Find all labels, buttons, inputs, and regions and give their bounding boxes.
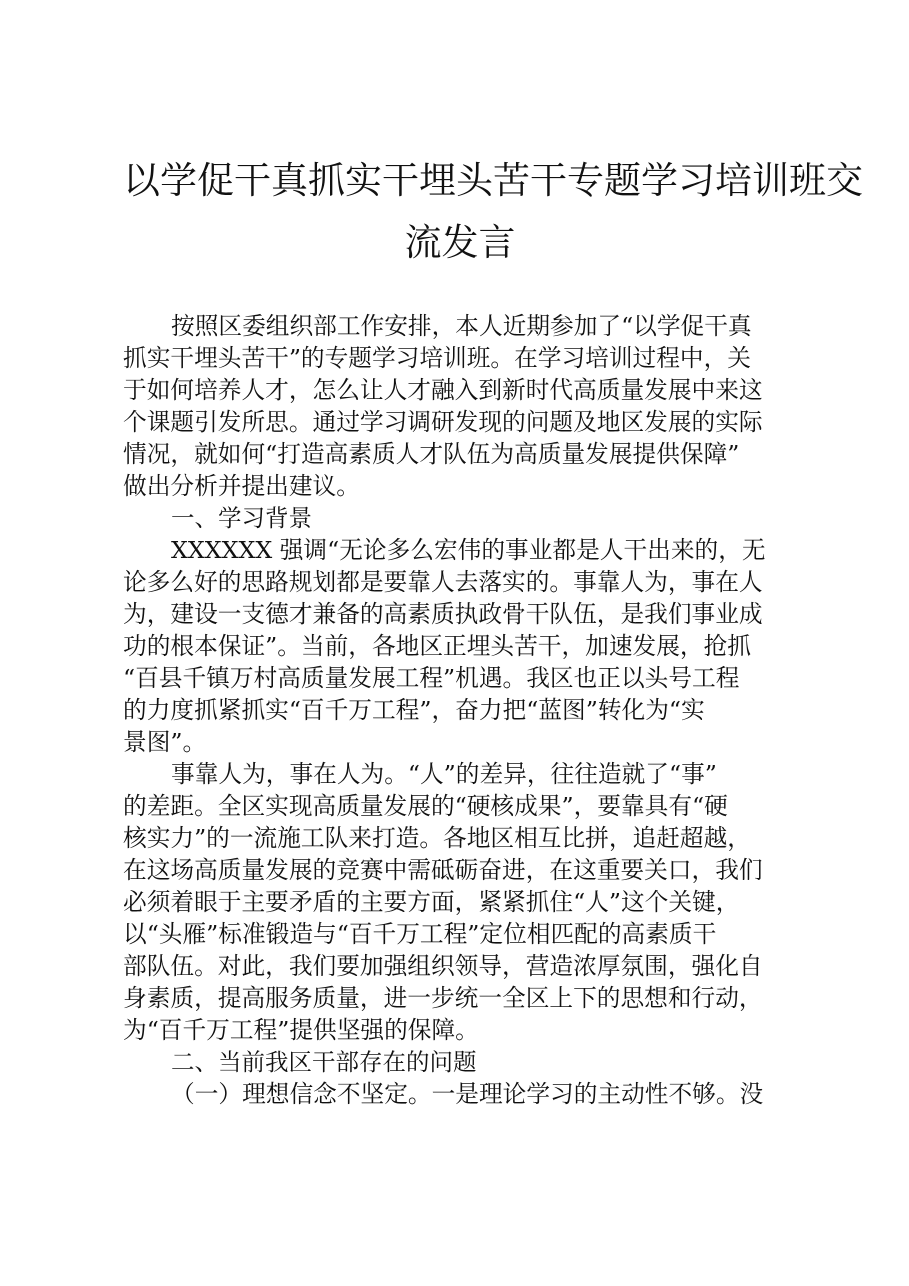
section1-paragraph-2 — [123, 758, 797, 1046]
section1-p2-line-3: 核实力”的一流施工队来打造。各地区相互比拼，追赶超越， — [123, 824, 751, 852]
section1-p2-line-8: 身素质，提高服务质量，进一步统一全区上下的思想和行动， — [123, 984, 763, 1012]
section1-p1-line-2: 论多么好的思路规划都是要靠人去落实的。事靠人为，事在人 — [123, 568, 763, 596]
section1-p1-line-5: “百县千镇万村高质量发展工程”机遇。我区也正以头号工程 — [123, 664, 740, 692]
section1-p2-line-9: 为“百千万工程”提供坚强的保障。 — [123, 1016, 479, 1044]
section1-p2-line-1: 事靠人为，事在人为。“人”的差异，往往造就了“事” — [171, 760, 717, 788]
section1-p1-line-7: 景图”。 — [123, 728, 207, 756]
intro-paragraph — [123, 310, 797, 502]
section1-p2-line-2: 的差距。全区实现高质量发展的“硬核成果”，要靠具有“硬 — [123, 792, 728, 820]
intro-line-2: 抓实干埋头苦干”的专题学习培训班。在学习培训过程中，关 — [123, 344, 751, 372]
section1-p1-line-6: 的力度抓紧抓实“百千万工程”，奋力把“蓝图”转化为“实 — [123, 696, 705, 724]
intro-line-6: 做出分析并提出建议。 — [123, 472, 360, 500]
section1-p1-line-3: 为，建设一支德才兼备的高素质执政骨干队伍，是我们事业成 — [123, 600, 763, 628]
section2-item-1 — [123, 1078, 797, 1110]
section1-p1-line-1: XXXXXX 强调“无论多么宏伟的事业都是人干出来的，无 — [171, 536, 766, 564]
title-line-2: 流发言 — [404, 221, 516, 264]
section-heading-learning-background: 一、学习背景 — [171, 504, 312, 532]
section1-p1-line-4: 功的根本保证”。当前，各地区正埋头苦干，加速发展，抢抓 — [123, 632, 751, 660]
section1-paragraph-1 — [123, 534, 797, 758]
section1-p2-line-6: 以“头雁”标准锻造与“百千万工程”定位相匹配的高素质干 — [123, 920, 717, 948]
section-heading-current-problems: 二、当前我区干部存在的问题 — [171, 1048, 477, 1076]
title-line-1: 以学促干真抓实干埋头苦干专题学习培训班交 — [123, 159, 863, 202]
intro-line-1: 按照区委组织部工作安排，本人近期参加了“以学促干真 — [171, 312, 752, 340]
section2-item1-line-1: （一）理想信念不坚定。一是理论学习的主动性不够。没 — [171, 1080, 764, 1108]
section1-p2-line-5: 必须着眼于主要矛盾的主要方面，紧紧抓住“人”这个关键， — [123, 888, 740, 916]
intro-line-3: 于如何培养人才，怎么让人才融入到新时代高质量发展中来这 — [123, 376, 763, 404]
document-body — [123, 150, 863, 1110]
intro-line-5: 情况，就如何“打造高素质人才队伍为高质量发展提供保障” — [123, 440, 740, 468]
section1-p2-line-7: 部队伍。对此，我们要加强组织领导，营造浓厚氛围，强化自 — [123, 952, 763, 980]
intro-line-4: 个课题引发所思。通过学习调研发现的问题及地区发展的实际 — [123, 408, 763, 436]
section1-p2-line-4: 在这场高质量发展的竞赛中需砥砺奋进，在这重要关口，我们 — [123, 856, 763, 884]
document-title — [123, 150, 863, 274]
